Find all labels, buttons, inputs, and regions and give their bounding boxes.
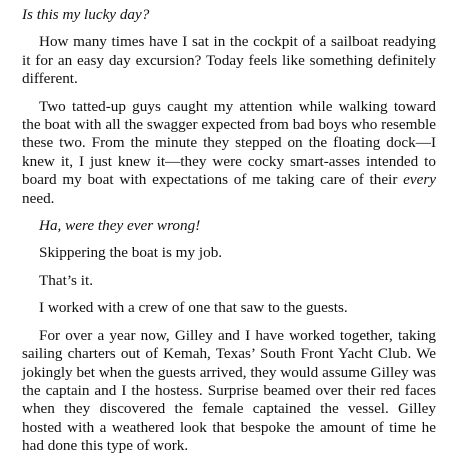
paragraph: [22, 244, 436, 262]
paragraph: [22, 299, 436, 317]
italic-text: Is this my lucky day?: [22, 6, 150, 23]
paragraph-text: How many times have I sat in the cockpit of a sailboat readying it for an easy day excursion? Today feels like something definitely different.: [22, 33, 436, 88]
document-page: [22, 6, 436, 465]
paragraph: [22, 33, 436, 88]
paragraph-text: Two tatted-up guys caught my attention while walking toward the boat with all the swagger expected from bad boys who resemble these two. From the minute they stepped on the floating dock—I knew it, I just knew it—they were cocky smart-asses intended to board my boat with expectations of me taking care of their: [22, 97, 436, 189]
paragraph-text: need.: [22, 189, 55, 207]
paragraph-text: That’s it.: [39, 271, 93, 289]
italic-text: Ha, were they ever wrong!: [39, 217, 201, 235]
italic-text: every: [403, 171, 436, 189]
paragraph-text: I worked with a crew of one that saw to the guests.: [39, 299, 348, 317]
paragraph-text: For over a year now, Gilley and I have worked together, taking sailing charters out of Kemah, Texas’ South Front Yacht Club. We jokingly bet when the guests arrived, they would assume Gilley was the captain and I the hostess. Surprise beamed over their red faces when they discovered the female captained the vessel. Gilley hosted with a weathered look that bespoke the amount of time he had done this type of work.: [22, 326, 436, 455]
paragraph: [22, 272, 436, 290]
paragraph: [22, 327, 436, 456]
paragraph: [22, 217, 436, 235]
paragraph: [22, 98, 436, 208]
paragraph-heading-line: [22, 6, 436, 24]
paragraph-text: Skippering the boat is my job.: [39, 244, 223, 262]
